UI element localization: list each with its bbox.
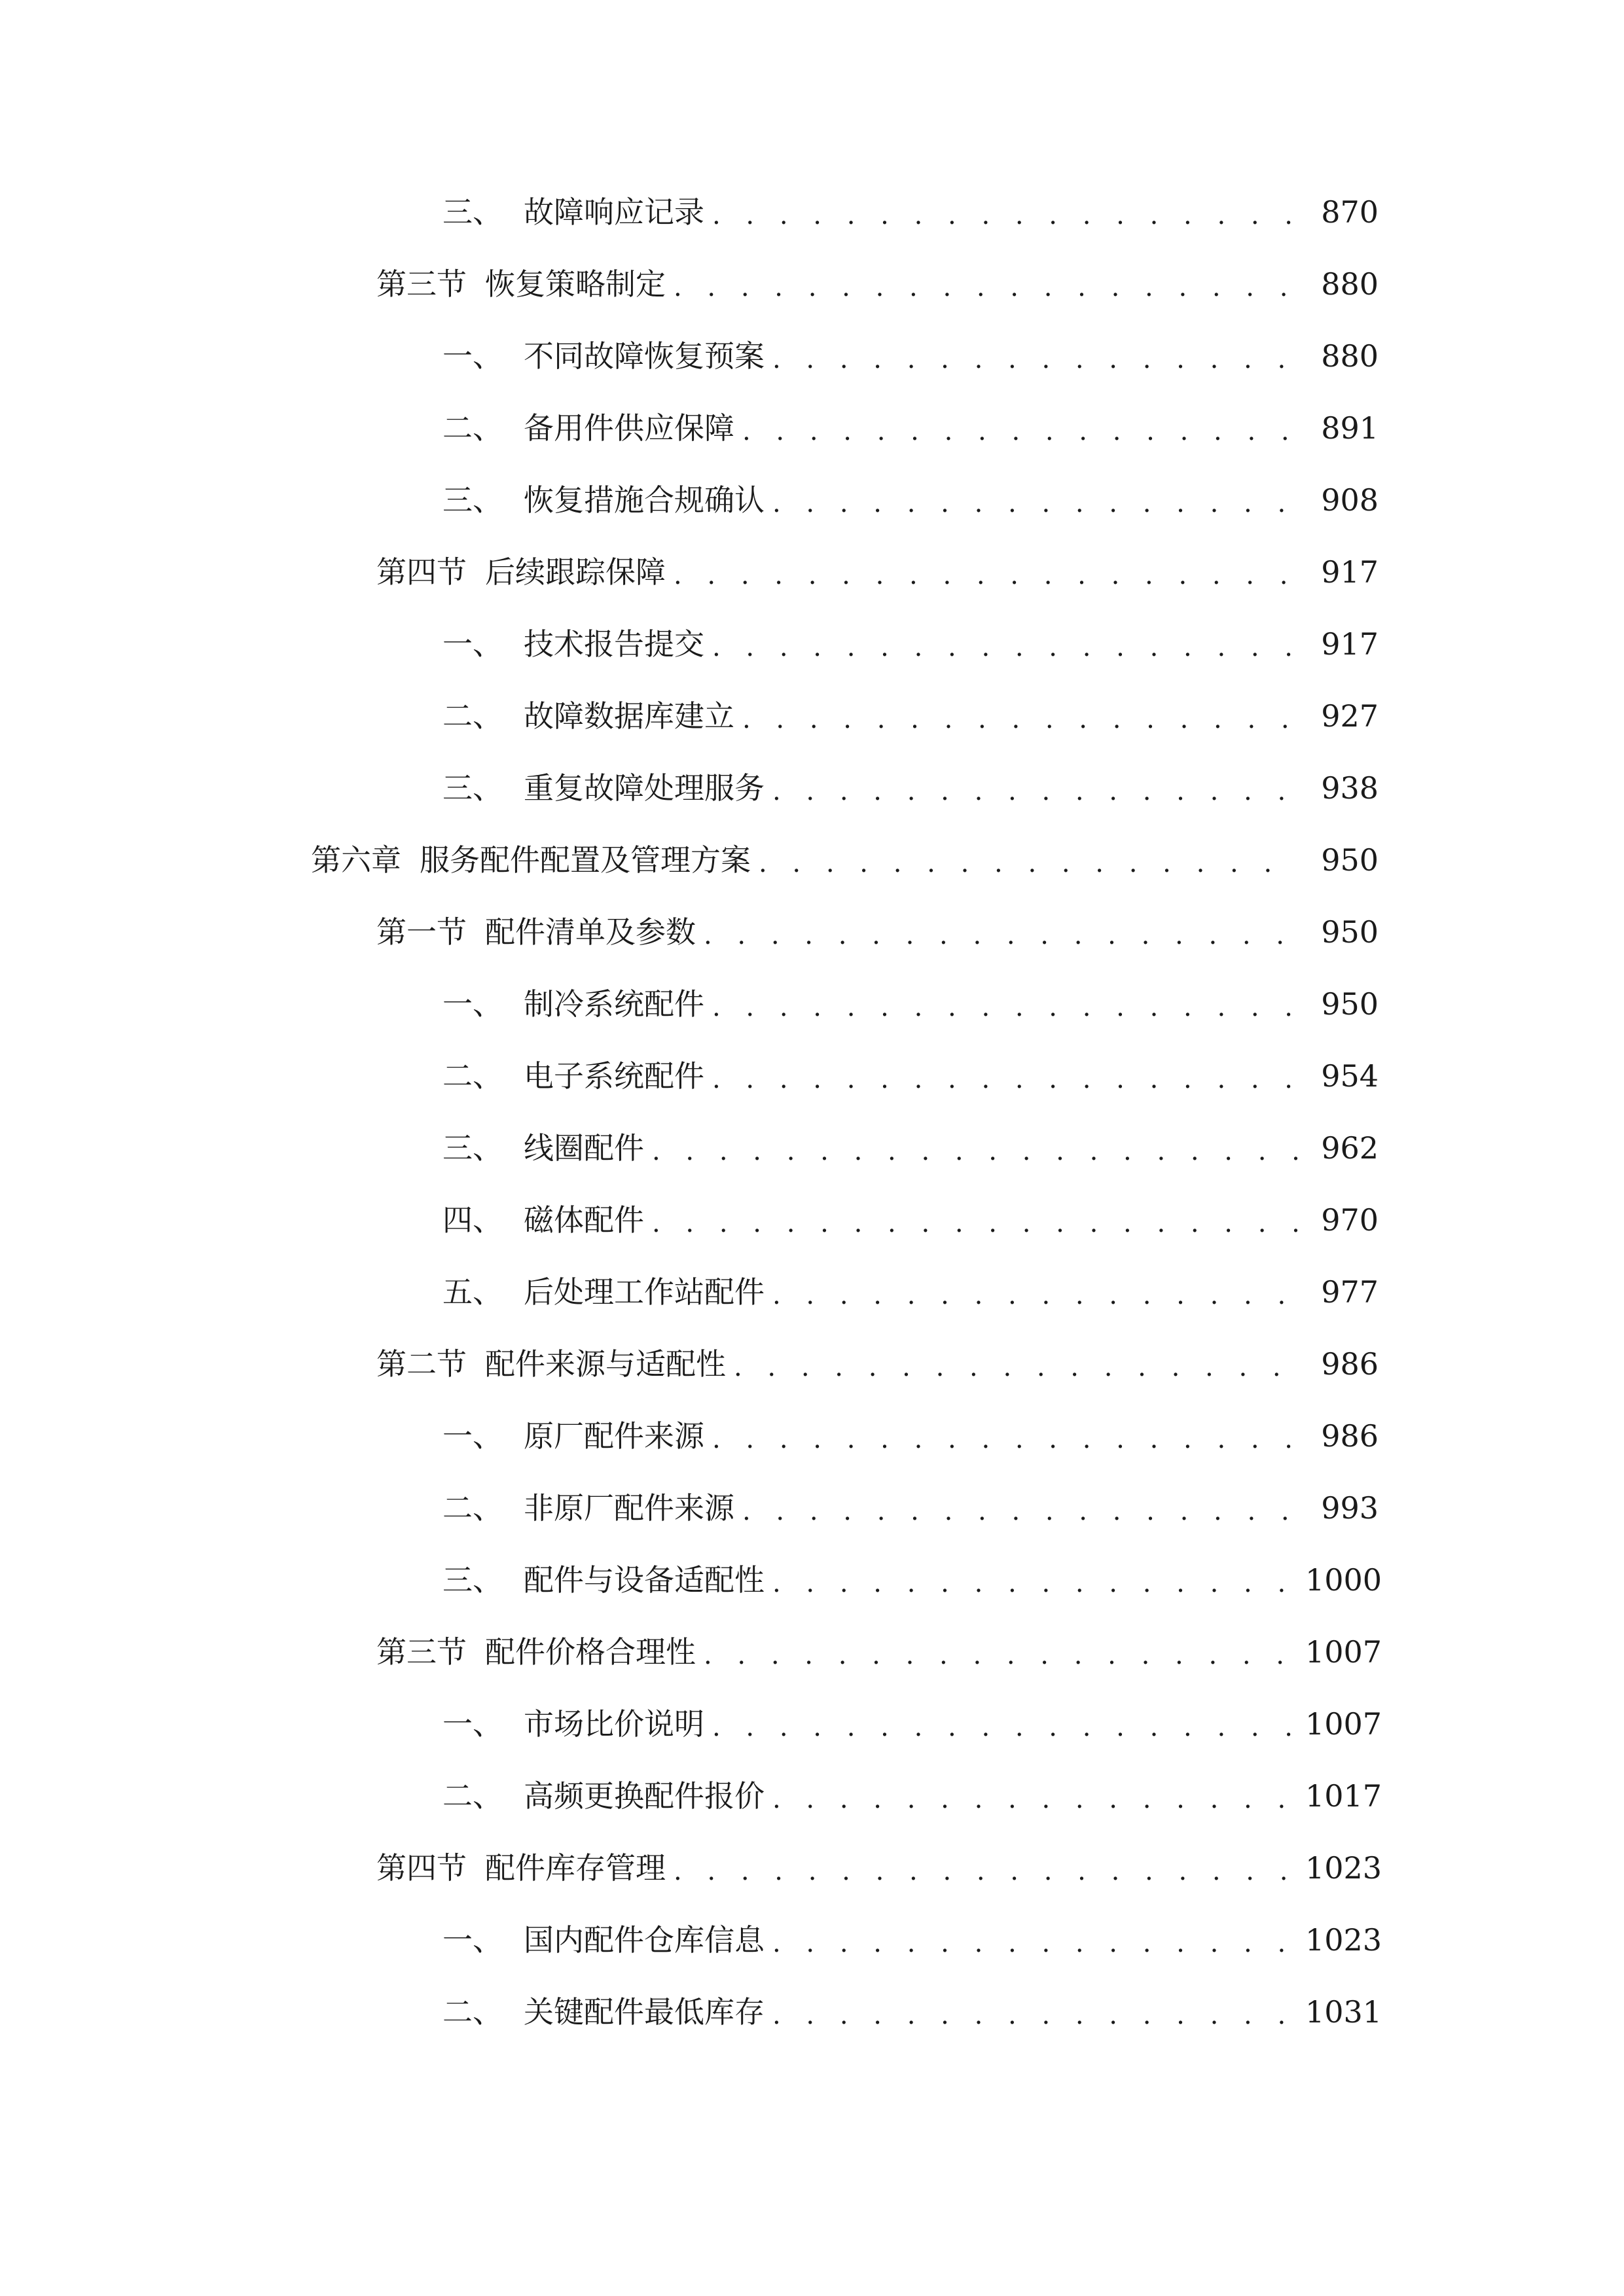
toc-section[interactable]	[0, 914, 1624, 989]
toc-item[interactable]	[0, 1562, 1624, 1637]
dot-leader	[712, 989, 1299, 1020]
toc-section-title: 恢复策略制定	[485, 266, 666, 302]
dot-leader	[742, 413, 1299, 444]
toc-item[interactable]	[0, 770, 1624, 845]
toc-item-title: 故障响应记录	[524, 194, 704, 230]
toc-item-title: 恢复措施合规确认	[524, 482, 765, 518]
toc-item-number: 一、	[442, 626, 503, 662]
toc-item[interactable]	[0, 1922, 1624, 1997]
toc-item-page: 962	[1321, 1130, 1379, 1166]
toc-chapter-page: 950	[1321, 842, 1379, 878]
toc-section-page: 1023	[1305, 1850, 1382, 1886]
toc-item-page: 891	[1321, 410, 1379, 446]
dot-leader	[772, 1781, 1299, 1812]
toc-item-number: 三、	[442, 770, 503, 806]
toc-item-number: 二、	[442, 1490, 503, 1526]
toc-item[interactable]	[0, 698, 1624, 773]
toc-section-page: 880	[1321, 266, 1379, 302]
toc-item-number: 一、	[442, 1706, 503, 1742]
toc-section-title: 配件库存管理	[485, 1850, 666, 1886]
toc-item-number: 二、	[442, 1058, 503, 1094]
toc-item-title: 国内配件仓库信息	[524, 1922, 765, 1958]
dot-leader	[704, 917, 1299, 948]
toc-item-number: 二、	[442, 1778, 503, 1814]
toc-item-number: 二、	[442, 698, 503, 734]
toc-item-title: 磁体配件	[524, 1202, 644, 1238]
toc-item-title: 线圈配件	[524, 1130, 644, 1166]
dot-leader	[772, 485, 1299, 516]
toc-item-title: 高频更换配件报价	[524, 1778, 765, 1814]
toc-item-number: 三、	[442, 1130, 503, 1166]
toc-section-page: 917	[1321, 554, 1379, 590]
toc-item[interactable]	[0, 1490, 1624, 1565]
toc-item[interactable]	[0, 1058, 1624, 1133]
toc-item-page: 977	[1321, 1274, 1379, 1310]
dot-leader	[742, 701, 1299, 732]
toc-item-title: 非原厂配件来源	[524, 1490, 734, 1526]
toc-item-page: 927	[1321, 698, 1379, 734]
toc-item-number: 二、	[442, 410, 503, 446]
toc-item[interactable]	[0, 1994, 1624, 2069]
dot-leader	[704, 1637, 1299, 1668]
toc-item-page: 1000	[1305, 1562, 1382, 1598]
toc-item-title: 关键配件最低库存	[524, 1994, 765, 2030]
toc-section[interactable]	[0, 554, 1624, 629]
toc-item-page: 908	[1321, 482, 1379, 518]
toc-item-title: 重复故障处理服务	[524, 770, 765, 806]
dot-leader	[759, 845, 1299, 876]
toc-item-number: 三、	[442, 1562, 503, 1598]
toc-item-title: 故障数据库建立	[524, 698, 734, 734]
toc-item-page: 1031	[1305, 1994, 1382, 2030]
toc-item-number: 四、	[442, 1202, 503, 1238]
dot-leader	[712, 197, 1299, 228]
dot-leader	[772, 1565, 1299, 1596]
toc-item-page: 880	[1321, 338, 1379, 374]
toc-chapter-number: 第六章	[311, 842, 401, 878]
toc-item-number: 五、	[442, 1274, 503, 1310]
toc-item-page: 950	[1321, 986, 1379, 1022]
dot-leader	[772, 1277, 1299, 1308]
dot-leader	[712, 1421, 1299, 1452]
toc-item-title: 市场比价说明	[524, 1706, 704, 1742]
toc-item-page: 938	[1321, 770, 1379, 806]
toc-item-title: 技术报告提交	[524, 626, 704, 662]
dot-leader	[712, 1709, 1299, 1740]
toc-item[interactable]	[0, 1202, 1624, 1277]
toc-item-page: 870	[1321, 194, 1379, 230]
toc-item-page: 1023	[1305, 1922, 1382, 1958]
toc-section-number: 第一节	[376, 914, 467, 950]
dot-leader	[734, 1349, 1299, 1380]
toc-section-page: 950	[1321, 914, 1379, 950]
toc-item[interactable]	[0, 1130, 1624, 1205]
toc-chapter-title: 服务配件配置及管理方案	[420, 842, 751, 878]
toc-item-page: 970	[1321, 1202, 1379, 1238]
toc-item[interactable]	[0, 194, 1624, 269]
toc-item-number: 三、	[442, 194, 503, 230]
toc-item-page: 1017	[1305, 1778, 1382, 1814]
toc-section-number: 第三节	[376, 1634, 467, 1670]
toc-item-page: 917	[1321, 626, 1379, 662]
toc-section-title: 后续跟踪保障	[485, 554, 666, 590]
toc-item-number: 一、	[442, 1922, 503, 1958]
toc-item-page: 954	[1321, 1058, 1379, 1094]
dot-leader	[674, 557, 1299, 588]
toc-section-title: 配件清单及参数	[485, 914, 696, 950]
toc-item-page: 1007	[1305, 1706, 1382, 1742]
toc-section[interactable]	[0, 266, 1624, 341]
toc-section[interactable]	[0, 1634, 1624, 1709]
toc-item[interactable]	[0, 1418, 1624, 1493]
toc-item-number: 二、	[442, 1994, 503, 2030]
toc-section-number: 第四节	[376, 1850, 467, 1886]
toc-item[interactable]	[0, 1706, 1624, 1781]
toc-item-number: 一、	[442, 986, 503, 1022]
toc-item-title: 原厂配件来源	[524, 1418, 704, 1454]
toc-section-page: 986	[1321, 1346, 1379, 1382]
toc-item-number: 一、	[442, 338, 503, 374]
toc-chapter[interactable]	[0, 842, 1624, 917]
dot-leader	[674, 269, 1299, 300]
toc-section-title: 配件来源与适配性	[485, 1346, 726, 1382]
dot-leader	[772, 1925, 1299, 1956]
toc-item-page: 986	[1321, 1418, 1379, 1454]
toc-item[interactable]	[0, 482, 1624, 557]
toc-item-title: 配件与设备适配性	[524, 1562, 765, 1598]
toc-item[interactable]	[0, 986, 1624, 1061]
dot-leader	[652, 1205, 1299, 1236]
toc-item-page: 993	[1321, 1490, 1379, 1526]
toc-item-title: 不同故障恢复预案	[524, 338, 765, 374]
toc-section[interactable]	[0, 1346, 1624, 1421]
toc-item-title: 制冷系统配件	[524, 986, 704, 1022]
toc-item-number: 一、	[442, 1418, 503, 1454]
toc-item-number: 三、	[442, 482, 503, 518]
toc-section-page: 1007	[1305, 1634, 1382, 1670]
dot-leader	[674, 1853, 1299, 1884]
toc-item-title: 后处理工作站配件	[524, 1274, 765, 1310]
toc-section[interactable]	[0, 1850, 1624, 1925]
dot-leader	[772, 773, 1299, 804]
table-of-contents	[0, 194, 1624, 2069]
toc-item[interactable]	[0, 626, 1624, 701]
dot-leader	[772, 341, 1299, 372]
toc-section-number: 第三节	[376, 266, 467, 302]
toc-item-title: 备用件供应保障	[524, 410, 734, 446]
toc-section-title: 配件价格合理性	[485, 1634, 696, 1670]
toc-item[interactable]	[0, 410, 1624, 485]
dot-leader	[712, 629, 1299, 660]
dot-leader	[712, 1061, 1299, 1092]
dot-leader	[772, 1997, 1299, 2028]
toc-section-number: 第四节	[376, 554, 467, 590]
dot-leader	[742, 1493, 1299, 1524]
toc-item[interactable]	[0, 338, 1624, 413]
toc-item[interactable]	[0, 1778, 1624, 1853]
toc-item[interactable]	[0, 1274, 1624, 1349]
toc-item-title: 电子系统配件	[524, 1058, 704, 1094]
toc-section-number: 第二节	[376, 1346, 467, 1382]
dot-leader	[652, 1133, 1299, 1164]
